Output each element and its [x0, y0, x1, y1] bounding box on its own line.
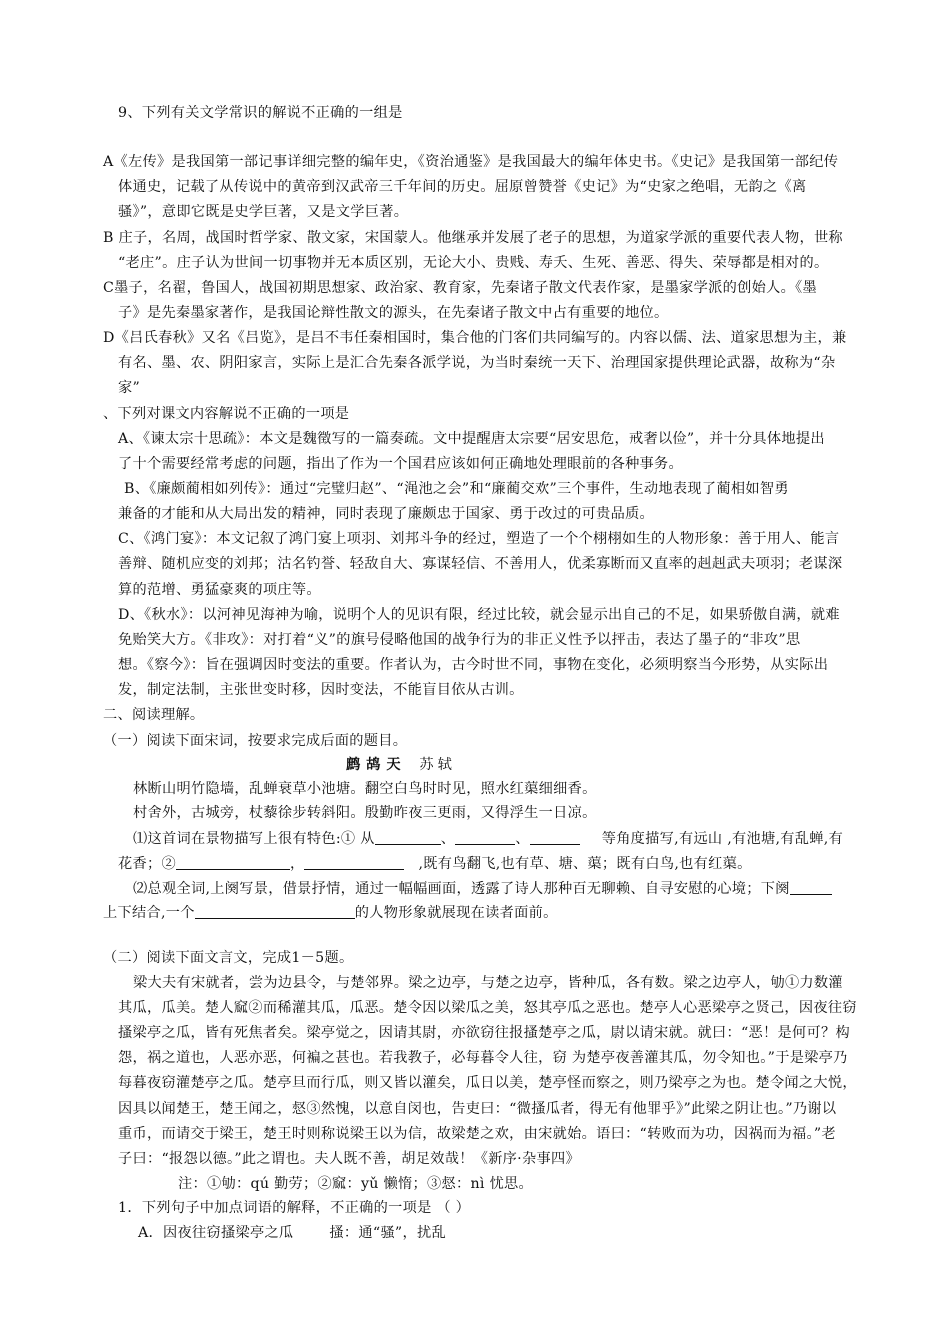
answer-blank[interactable] [304, 855, 404, 870]
q10-option-c-line: 善辩、随机应变的刘邦；沽名钓誉、轻敌自大、寡谋轻信、不善用人，优柔寡断而又直率的赳赳武夫项羽；老谋深 [118, 556, 843, 572]
q9-option-b-line: B 庄子，名周，战国时哲学家、散文家，宋国蒙人。他继承并发展了老子的思想，为道家学派的重要代表人物，世称 [103, 230, 843, 246]
question-10-stem: 、下列对课文内容解说不正确的一项是 [103, 406, 350, 422]
question-text: 上下结合,一个 [103, 905, 195, 921]
passage-question-1-stem: 1．下列句子中加点词语的解释，不正确的一项是 （ ） [118, 1200, 471, 1216]
passage-line: 梁大夫有宋就者，尝为边县令，与楚邻界。梁之边亭，与楚之边亭，皆种瓜，各有数。梁之边亭人，劬①力数灌 [133, 975, 843, 991]
q10-option-d-line: 发，制定法制，主张世变时移，因时变法，不能盲目依从古训。 [118, 682, 524, 698]
passage-line: 每暮夜窃灌楚亭之瓜。楚亭旦而行瓜，则又皆以灌矣，瓜日以美，楚亭怪而察之，则乃梁亭之为也。楚令闻之大悦， [118, 1075, 857, 1091]
q10-option-c-line: 算的范增、勇猛豪爽的项庄等。 [118, 582, 321, 598]
passage-line: 其瓜，瓜美。楚人窳②而稀灌其瓜，瓜恶。楚令因以梁瓜之美，怒其亭瓜之恶也。楚亭人心恶梁亭之贤己，因夜往窃 [118, 1000, 857, 1016]
part2-intro: （二）阅读下面文言文，完成1－5题。 [103, 950, 354, 966]
question-text: ⑵总观全词,上阕写景，借景抒情，通过一幅幅画面，透露了诗人那种百无聊赖、自寻安慰的心境；下阕 [133, 881, 790, 897]
q9-option-a-line: 体通史，记载了从传说中的黄帝到汉武帝三千年间的历史。屈原曾赞誉《史记》为“史家之绝唱，无韵之《离 [118, 179, 807, 195]
q9-option-b-line: “老庄”。庄子认为世间一切事物并无本质区别，无论大小、贵贱、寿夭、生死、善恶、得失、荣辱都是相对的。 [118, 255, 829, 271]
passage-line: 搔梁亭之瓜，皆有死焦者矣。梁亭觉之，因请其尉，亦欲窃往报搔楚亭之瓜，尉以请宋就。就曰：“恶！是何可？构 [118, 1025, 850, 1041]
part1-intro: （一）阅读下面宋词，按要求完成后面的题目。 [103, 733, 408, 749]
q9-option-d-line: D《吕氏春秋》又名《吕览》，是吕不韦任秦相国时，集合他的门客们共同编写的。内容以儒、法、道家思想为主，兼 [103, 330, 847, 346]
poem-question-2-line [133, 879, 832, 899]
separator: 、 [440, 831, 456, 847]
passage-note: 注：①劬：qú 勤劳；②窳：yǔ 懒惰；③惄：nì 忧思。 [178, 1176, 534, 1192]
q9-option-c-line: 子》是先秦墨家著作，是我国论辩性散文的源头，在先秦诸子散文中占有重要的地位。 [118, 305, 669, 321]
poem-title: 鹧鸪天 [346, 757, 407, 773]
answer-blank[interactable] [195, 904, 355, 919]
q9-option-c-line: C墨子，名翟，鲁国人，战国初期思想家、政治家、教育家，先秦诸子散文代表作家，是墨家学派的创始人。《墨 [103, 280, 817, 296]
q10-option-b-line: 兼备的才能和从大局出发的精神，同时表现了廉颇忠于国家、勇于改过的可贵品质。 [118, 506, 655, 522]
answer-blank[interactable] [530, 830, 580, 845]
poem-question-1-line [118, 854, 752, 874]
q10-option-d-line: D、《秋水》：以河神见海神为喻，说明个人的见识有限，经过比较，就会显示出自己的不足，如果骄傲自满，就难 [118, 607, 840, 623]
section-heading: 二、阅读理解。 [103, 707, 205, 723]
question-text: 等角度描写,有远山 ,有池塘,有乱蝉,有 [601, 831, 844, 847]
q10-option-d-line: 免贻笑大方。《非攻》：对打着“义”的旗号侵略他国的战争行为的非正义性予以抨击，表达了墨子的“非攻”思 [118, 632, 801, 648]
question-text: 的人物形象就展现在读者面前。 [354, 905, 558, 921]
q10-option-c-line: C、《鸿门宴》：本文记叙了鸿门宴上项羽、刘邦斗争的经过，塑造了一个个栩栩如生的人物形象：善于用人、能言 [118, 531, 840, 547]
answer-blank[interactable] [176, 855, 290, 870]
q10-option-d-line: 想。《察今》：旨在强调因时变法的重要。作者认为，古今时世不同，事物在变化，必须明察当今形势，从实际出 [118, 657, 829, 673]
passage-line: 怨，祸之道也，人恶亦恶，何褊之甚也。若我教子，必每暮令人往，窃 为楚亭夜善灌其瓜，勿令知也。”于是梁亭乃 [118, 1050, 848, 1066]
poem-line: 村舍外，古城旁，杖藜徐步转斜阳。殷勤昨夜三更雨，又得浮生一日凉。 [133, 805, 597, 821]
question-text: 花香；② [118, 856, 176, 872]
poem-question-2-line [103, 903, 558, 923]
option-text: A．因夜往窃搔梁亭之瓜 [138, 1225, 294, 1241]
q10-option-b-line: B、《廉颇蔺相如列传》：通过“完璧归赵”、“渑池之会”和“廉蔺交欢”三个事件，生动地表现了蔺相如智勇 [124, 481, 789, 497]
option-gloss: 搔：通“骚”，扰乱 [329, 1225, 446, 1241]
question-text: ,既有鸟翻飞,也有草、塘、蕖；既有白鸟,也有红蕖。 [418, 856, 752, 872]
question-text: ⑴这首词在景物描写上很有特色:① 从 [133, 831, 375, 847]
q10-option-a-line: A、《谏太宗十思疏》：本文是魏徵写的一篇奏疏。文中提醒唐太宗要“居安思危，戒奢以俭”，并十分具体地提出 [118, 431, 825, 447]
passage-line: 重币，而请交于梁王，楚王时则称说梁王以为信，故梁楚之欢，由宋就始。语曰：“转败而为功，因祸而为福。”老 [118, 1126, 836, 1142]
q9-option-a-line: A《左传》是我国第一部记事详细完整的编年史，《资治通鉴》是我国最大的编年体史书。《史记》是我国第一部纪传 [103, 154, 839, 170]
poem-heading [346, 755, 456, 775]
q9-option-d-line: 家” [118, 380, 141, 396]
question-9-stem: 9、下列有关文学常识的解说不正确的一组是 [118, 105, 403, 121]
answer-blank[interactable] [790, 880, 832, 895]
poem-question-1-line [133, 829, 843, 849]
q10-option-a-line: 了十个需要经常考虑的问题，指出了作为一个国君应该如何正确地处理眼前的各种事务。 [118, 456, 684, 472]
poem-line: 林断山明竹隐墙，乱蝉衰草小池塘。翻空白鸟时时见，照水红蕖细细香。 [133, 781, 597, 797]
poem-author: 苏轼 [419, 757, 456, 773]
passage-line: 因具以闻楚王，楚王闻之，惄③然愧，以意自闵也，告吏曰：“微搔瓜者，得无有他罪乎》”此梁之阴让也。”乃谢以 [118, 1101, 837, 1117]
answer-blank[interactable] [455, 830, 515, 845]
separator: ， [289, 856, 305, 872]
q9-option-d-line: 有名、墨、农、阴阳家言，实际上是汇合先秦各派学说，为当时秦统一天下、治理国家提供理论武器，故称为“杂 [118, 355, 836, 371]
passage-question-1-option-a [138, 1223, 446, 1243]
separator: 、 [515, 831, 530, 847]
answer-blank[interactable] [375, 830, 441, 845]
q9-option-a-line: 骚》”，意即它既是史学巨著，又是文学巨著。 [118, 204, 409, 220]
passage-line: 子曰：“报怨以德。”此之谓也。夫人既不善，胡足效哉！《新序·杂事四》 [118, 1151, 580, 1167]
